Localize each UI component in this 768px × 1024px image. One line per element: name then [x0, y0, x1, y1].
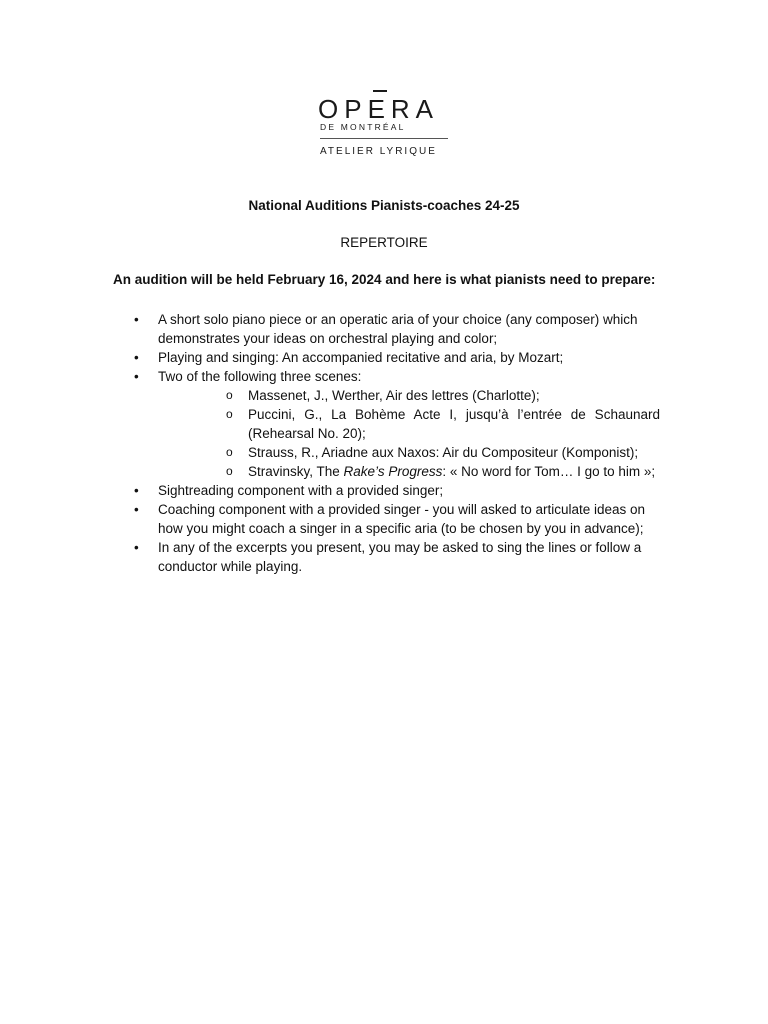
list-item-text: Two of the following three scenes:: [158, 369, 362, 384]
intro-paragraph: An audition will be held February 16, 2024 and here is what pianists need to prepare:: [113, 272, 656, 287]
scene-work-title: Rake’s Progress: [343, 464, 443, 479]
scene-text: Puccini, G., La Bohème Acte I, jusqu’à l’entrée de Schaunard (Rehearsal No. 20);: [248, 407, 660, 441]
logo-macron: [373, 90, 387, 92]
scene-text: : « No word for Tom… I go to him »;: [442, 464, 656, 479]
list-item-text: Coaching component with a provided singer - you will asked to articulate ideas on how you might coach a singer in a specific aria (to be chosen by you in advance);: [158, 502, 646, 536]
list-item-text: In any of the excerpts you present, you may be asked to sing the lines or follow a conductor while playing.: [158, 540, 642, 574]
list-item: [130, 538, 660, 576]
opera-de-montreal-logo: [318, 90, 452, 162]
document-title: National Auditions Pianists-coaches 24-25: [248, 198, 520, 213]
logo-atelier-lyrique: ATELIER LYRIQUE: [320, 146, 437, 157]
scene-text: Stravinsky, The: [248, 464, 344, 479]
scene-item: [220, 386, 660, 405]
list-item: [130, 310, 660, 348]
list-item-text: A short solo piano piece or an operatic aria of your choice (any composer) which demonstrates your ideas on orchestral playing and color;: [158, 312, 638, 346]
scenes-sublist: [220, 386, 660, 481]
logo-subtitle: DE MONTRÉAL: [320, 122, 406, 132]
list-item-text: Sightreading component with a provided singer;: [158, 483, 444, 498]
logo-divider: [320, 138, 448, 139]
requirements-list: [130, 310, 660, 576]
list-item: [130, 481, 660, 500]
list-item: [130, 367, 660, 481]
scene-item: [220, 462, 660, 481]
logo-wordmark: OPERA: [318, 94, 440, 124]
scene-text: Massenet, J., Werther, Air des lettres (Charlotte);: [248, 388, 540, 403]
scene-item: [220, 443, 660, 462]
document-subtitle: REPERTOIRE: [340, 235, 428, 250]
scene-item: [220, 405, 660, 443]
list-item: [130, 500, 660, 538]
list-item-text: Playing and singing: An accompanied recitative and aria, by Mozart;: [158, 350, 564, 365]
scene-text: Strauss, R., Ariadne aux Naxos: Air du Compositeur (Komponist);: [248, 445, 639, 460]
list-item: [130, 348, 660, 367]
